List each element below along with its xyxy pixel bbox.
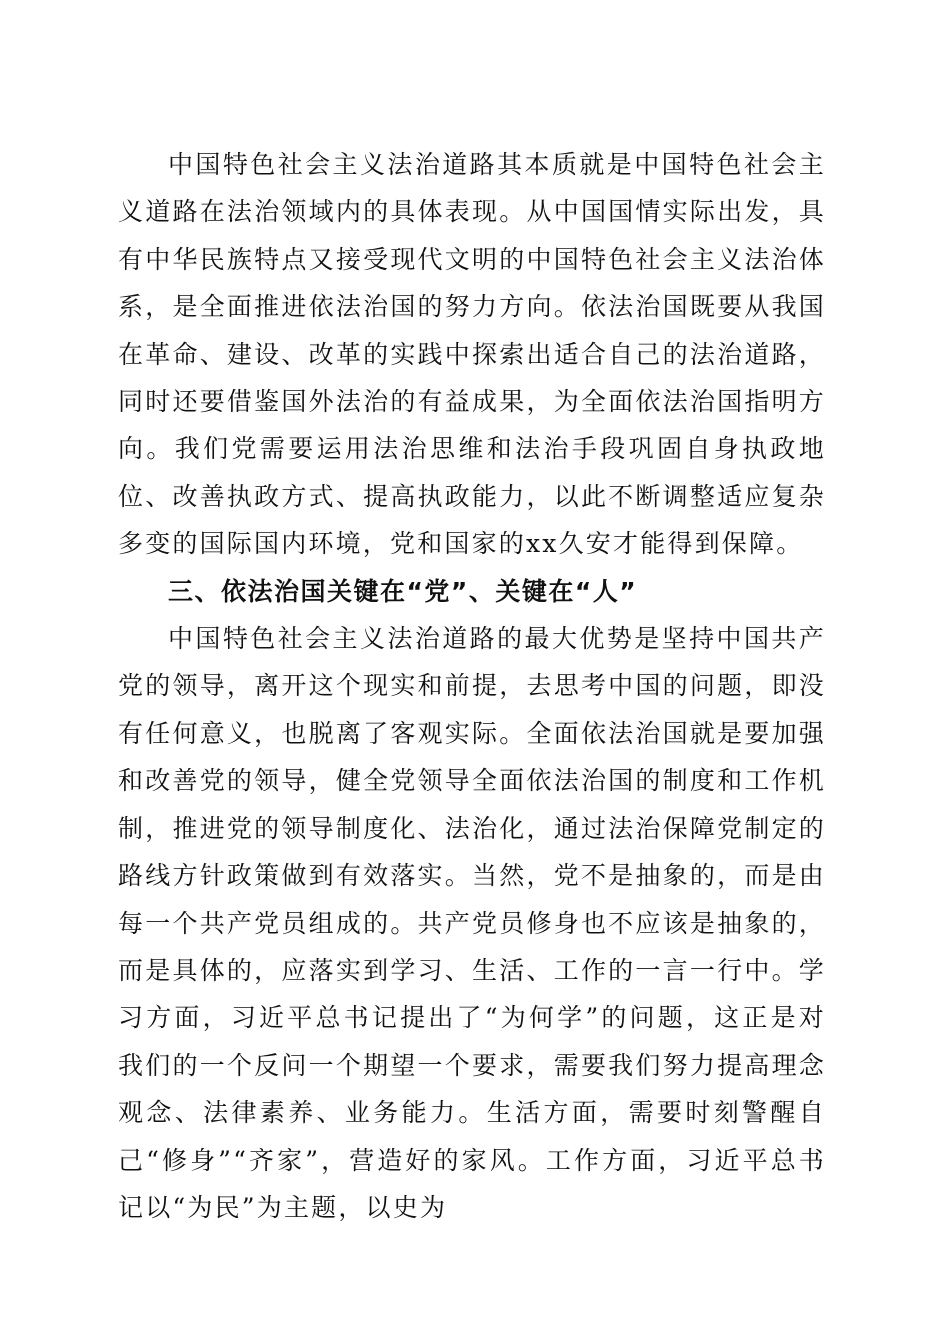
section-heading-3: 三、依法治国关键在“党”、关键在“人” [168, 576, 638, 606]
paragraph-party-leadership: 中国特色社会主义法治道路的最大优势是坚持中国共产党的领导，离开这个现实和前提，去思考中国的问题，即没有任何意义，也脱离了客观实际。全面依法治国就是要加强和改善党的领导，健全党领导全面依法治国的制度和工作机制，推进党的领导制度化、法治化，通过法治保障党制定的路线方针政策做到有效落实。当然，党不是抽象的，而是由每一个共产党员组成的。共产党员修身也不应该是抽象的，而是具体的，应落实到学习、生活、工作的一言一行中。学习方面，习近平总书记提出了“为何学”的问题，这正是对我们的一个反问一个期望一个要求，需要我们努力提高理念观念、法律素养、业务能力。生活方面，需要时刻警醒自己“修身”“齐家”，营造好的家风。工作方面，习近平总书记以“为民”为主题，以史为 [118, 624, 826, 1222]
document-body [118, 141, 826, 1231]
paragraph-rule-of-law-path: 中国特色社会主义法治道路其本质就是中国特色社会主义道路在法治领域内的具体表现。从中国国情实际出发，具有中华民族特点又接受现代文明的中国特色社会主义法治体系，是全面推进依法治国的努力方向。依法治国既要从我国在革命、建设、改革的实践中探索出适合自己的法治道路，同时还要借鉴国外法治的有益成果，为全面依法治国指明方向。我们党需要运用法治思维和法治手段巩固自身执政地位、改善执政方式、提高执政能力，以此不断调整适应复杂多变的国际国内环境，党和国家的xx久安才能得到保障。 [118, 150, 826, 559]
